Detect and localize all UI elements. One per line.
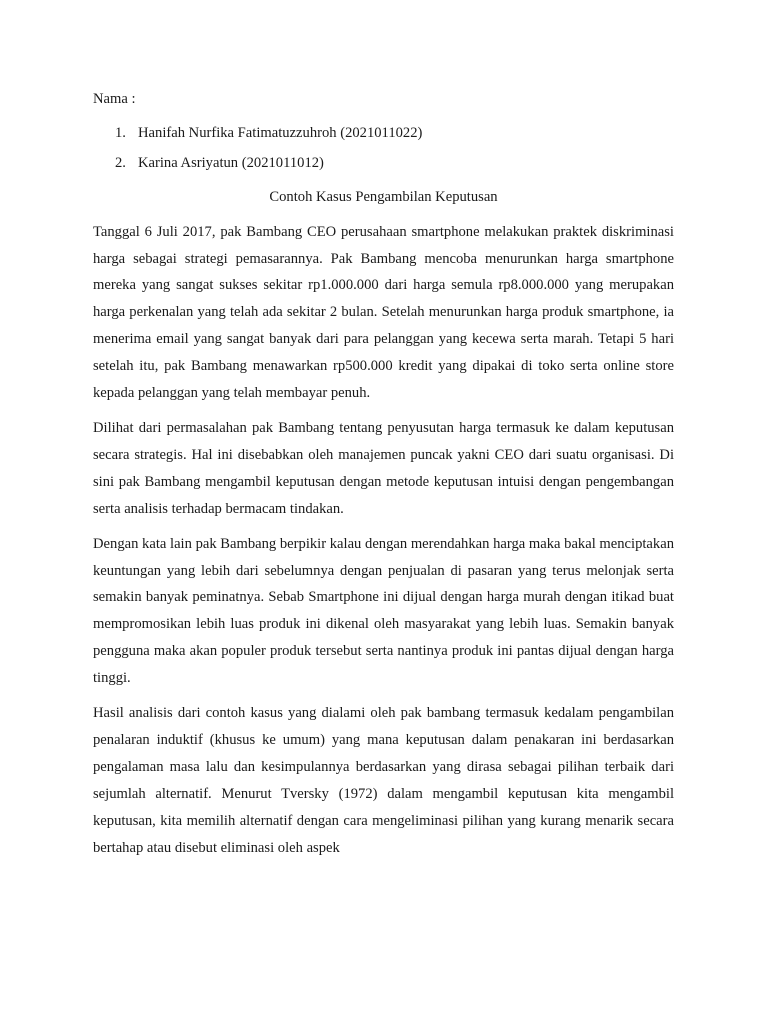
paragraph: Dengan kata lain pak Bambang berpikir kalau dengan merendahkan harga maka bakal menciptakan keuntungan yang lebih dari sebelumnya dengan penjualan di pasaran yang terus melonjak serta semakin banyak peminatnya. Sebab Smartphone ini dijual dengan harga murah dengan itikad buat mempromosikan lebih luas produk ini dikenal oleh masyarakat yang lebih luas. Semakin banyak pengguna maka akan populer produk tersebut serta nantinya produk ini pantas dijual dengan harga tinggi. — [93, 535, 674, 687]
paragraph: Hasil analisis dari contoh kasus yang dialami oleh pak bambang termasuk kedalam pengambilan penalaran induktif (khusus ke umum) yang mana keputusan dalam penakaran ini berdasarkan pengalaman masa lalu dan kesimpulannya berdasarkan yang dirasa sebagai pilihan terbaik dari sejumlah alternatif. Menurut Tversky (1972) dalam mengambil keputusan kita mengambil keputusan, kita memilih alternatif dengan cara mengeliminasi pilihan yang kurang menarik secara bertahap atau disebut eliminasi oleh aspek — [93, 705, 674, 856]
author-number: 1. — [115, 124, 126, 141]
paragraph: Dilihat dari permasalahan pak Bambang tentang penyusutan harga termasuk ke dalam keputusan secara strategis. Hal ini disebabkan oleh manajemen puncak yakni CEO dari suatu organisasi. Di sini pak Bambang mengambil keputusan dengan metode keputusan intuisi dengan pengembangan serta analisis terhadap bermacam tindakan. — [93, 419, 674, 517]
author-name: Karina Asriyatun (2021011012) — [138, 154, 324, 171]
author-number: 2. — [115, 154, 126, 171]
paragraph: Tanggal 6 Juli 2017, pak Bambang CEO perusahaan smartphone melakukan praktek diskriminasi harga sebagai strategi pemasarannya. Pak Bambang mencoba menurunkan harga smartphone mereka yang sangat sukses sekitar rp1.000.000 dari harga semula rp8.000.000 yang merupakan harga perkenalan yang telah ada sekitar 2 bulan. Setelah menurunkan harga produk smartphone, ia menerima email yang sangat banyak dari para pelanggan yang kecewa serta marah. Tetapi 5 hari setelah itu, pak Bambang menawarkan rp500.000 kredit yang dipakai di toko serta online store kepada pelanggan yang telah membayar penuh. — [93, 223, 674, 402]
author-name: Hanifah Nurfika Fatimatuzzuhroh (2021011022) — [138, 124, 423, 141]
author-list — [93, 120, 674, 177]
document-page — [93, 86, 674, 869]
author-item — [93, 150, 674, 177]
author-item — [93, 120, 674, 147]
document-title: Contoh Kasus Pengambilan Keputusan — [269, 188, 498, 205]
name-label: Nama : — [93, 91, 136, 107]
